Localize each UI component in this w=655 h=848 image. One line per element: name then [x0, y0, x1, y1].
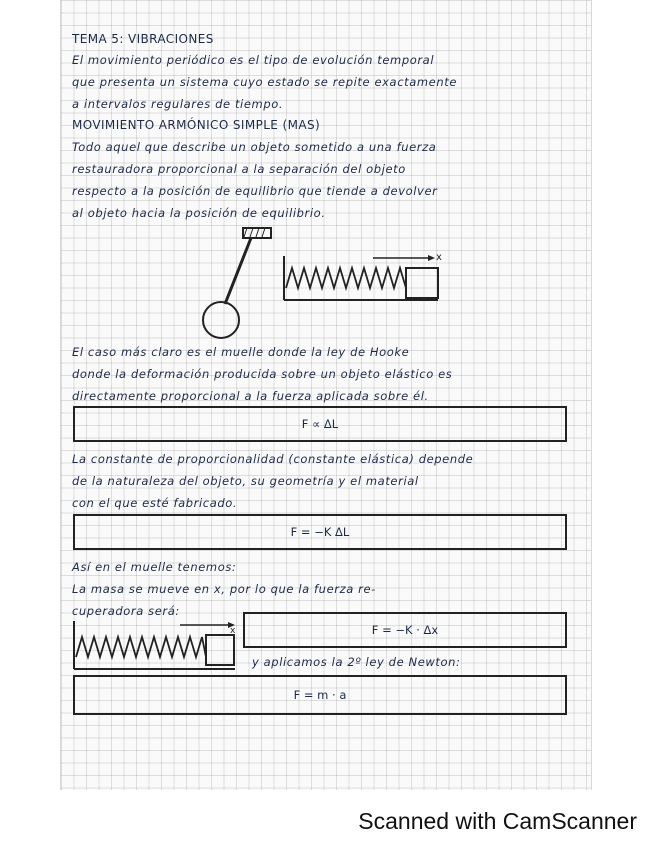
hooke-line-2: donde la deformación producida sobre un objeto elástico es [72, 367, 453, 381]
formula-box-newton: F = m · a [73, 675, 567, 715]
hooke-line-1: El caso más claro es el muelle donde la ley de Hooke [72, 345, 410, 359]
spring-coil [286, 268, 406, 288]
scanner-watermark: Scanned with CamScanner [358, 808, 637, 834]
spring-mass [206, 635, 234, 665]
intro-line-2: que presenta un sistema cuyo estado se repite exactamente [72, 75, 458, 89]
spring-text-line-3: cuperadora será: [72, 604, 180, 618]
mas-def-line-3: respecto a la posición de equilibrio que tiende a devolver [72, 184, 438, 198]
spring-coil [76, 637, 206, 657]
spring-sketch-top [278, 248, 448, 308]
spring-text-line-1: Así en el muelle tenemos: [72, 560, 237, 574]
spring-mass [406, 268, 438, 298]
pendulum-sketch [195, 222, 255, 352]
formula-box-hooke: F = −K ΔL [73, 514, 567, 550]
intro-line-1: El movimiento periódico es el tipo de evolución temporal [72, 53, 435, 67]
mas-def-line-4: al objeto hacia la posición de equilibrio. [72, 206, 326, 220]
spring-text-line-2: La masa se mueve en x, por lo que la fuerza re- [72, 582, 376, 596]
mas-def-line-1: Todo aquel que describe un objeto sometido a una fuerza [72, 140, 437, 154]
constant-line-2: de la naturaleza del objeto, su geometría y el material [72, 474, 419, 488]
mas-def-line-2: restauradora proporcional a la separación del objeto [72, 162, 406, 176]
formula-box-restoring: F = −K · Δx [243, 612, 567, 648]
newton-text: y aplicamos la 2º ley de Newton: [252, 655, 461, 669]
pendulum-bob [203, 302, 239, 338]
constant-line-3: con el que esté fabricado. [72, 496, 238, 510]
constant-line-1: La constante de proporcionalidad (constante elástica) depende [72, 452, 474, 466]
axis-x-label: x [230, 626, 236, 636]
page-title: TEMA 5: VIBRACIONES [72, 32, 214, 46]
intro-line-3: a intervalos regulares de tiempo. [72, 97, 284, 111]
formula-box-proportional: F ∝ ΔL [73, 406, 567, 442]
spring-sketch-bottom [70, 617, 240, 673]
axis-x-label: x [436, 252, 442, 263]
mas-heading: MOVIMIENTO ARMÓNICO SIMPLE (MAS) [72, 118, 321, 132]
hooke-line-3: directamente proporcional a la fuerza aplicada sobre él. [72, 389, 429, 403]
pendulum-string [225, 238, 251, 304]
